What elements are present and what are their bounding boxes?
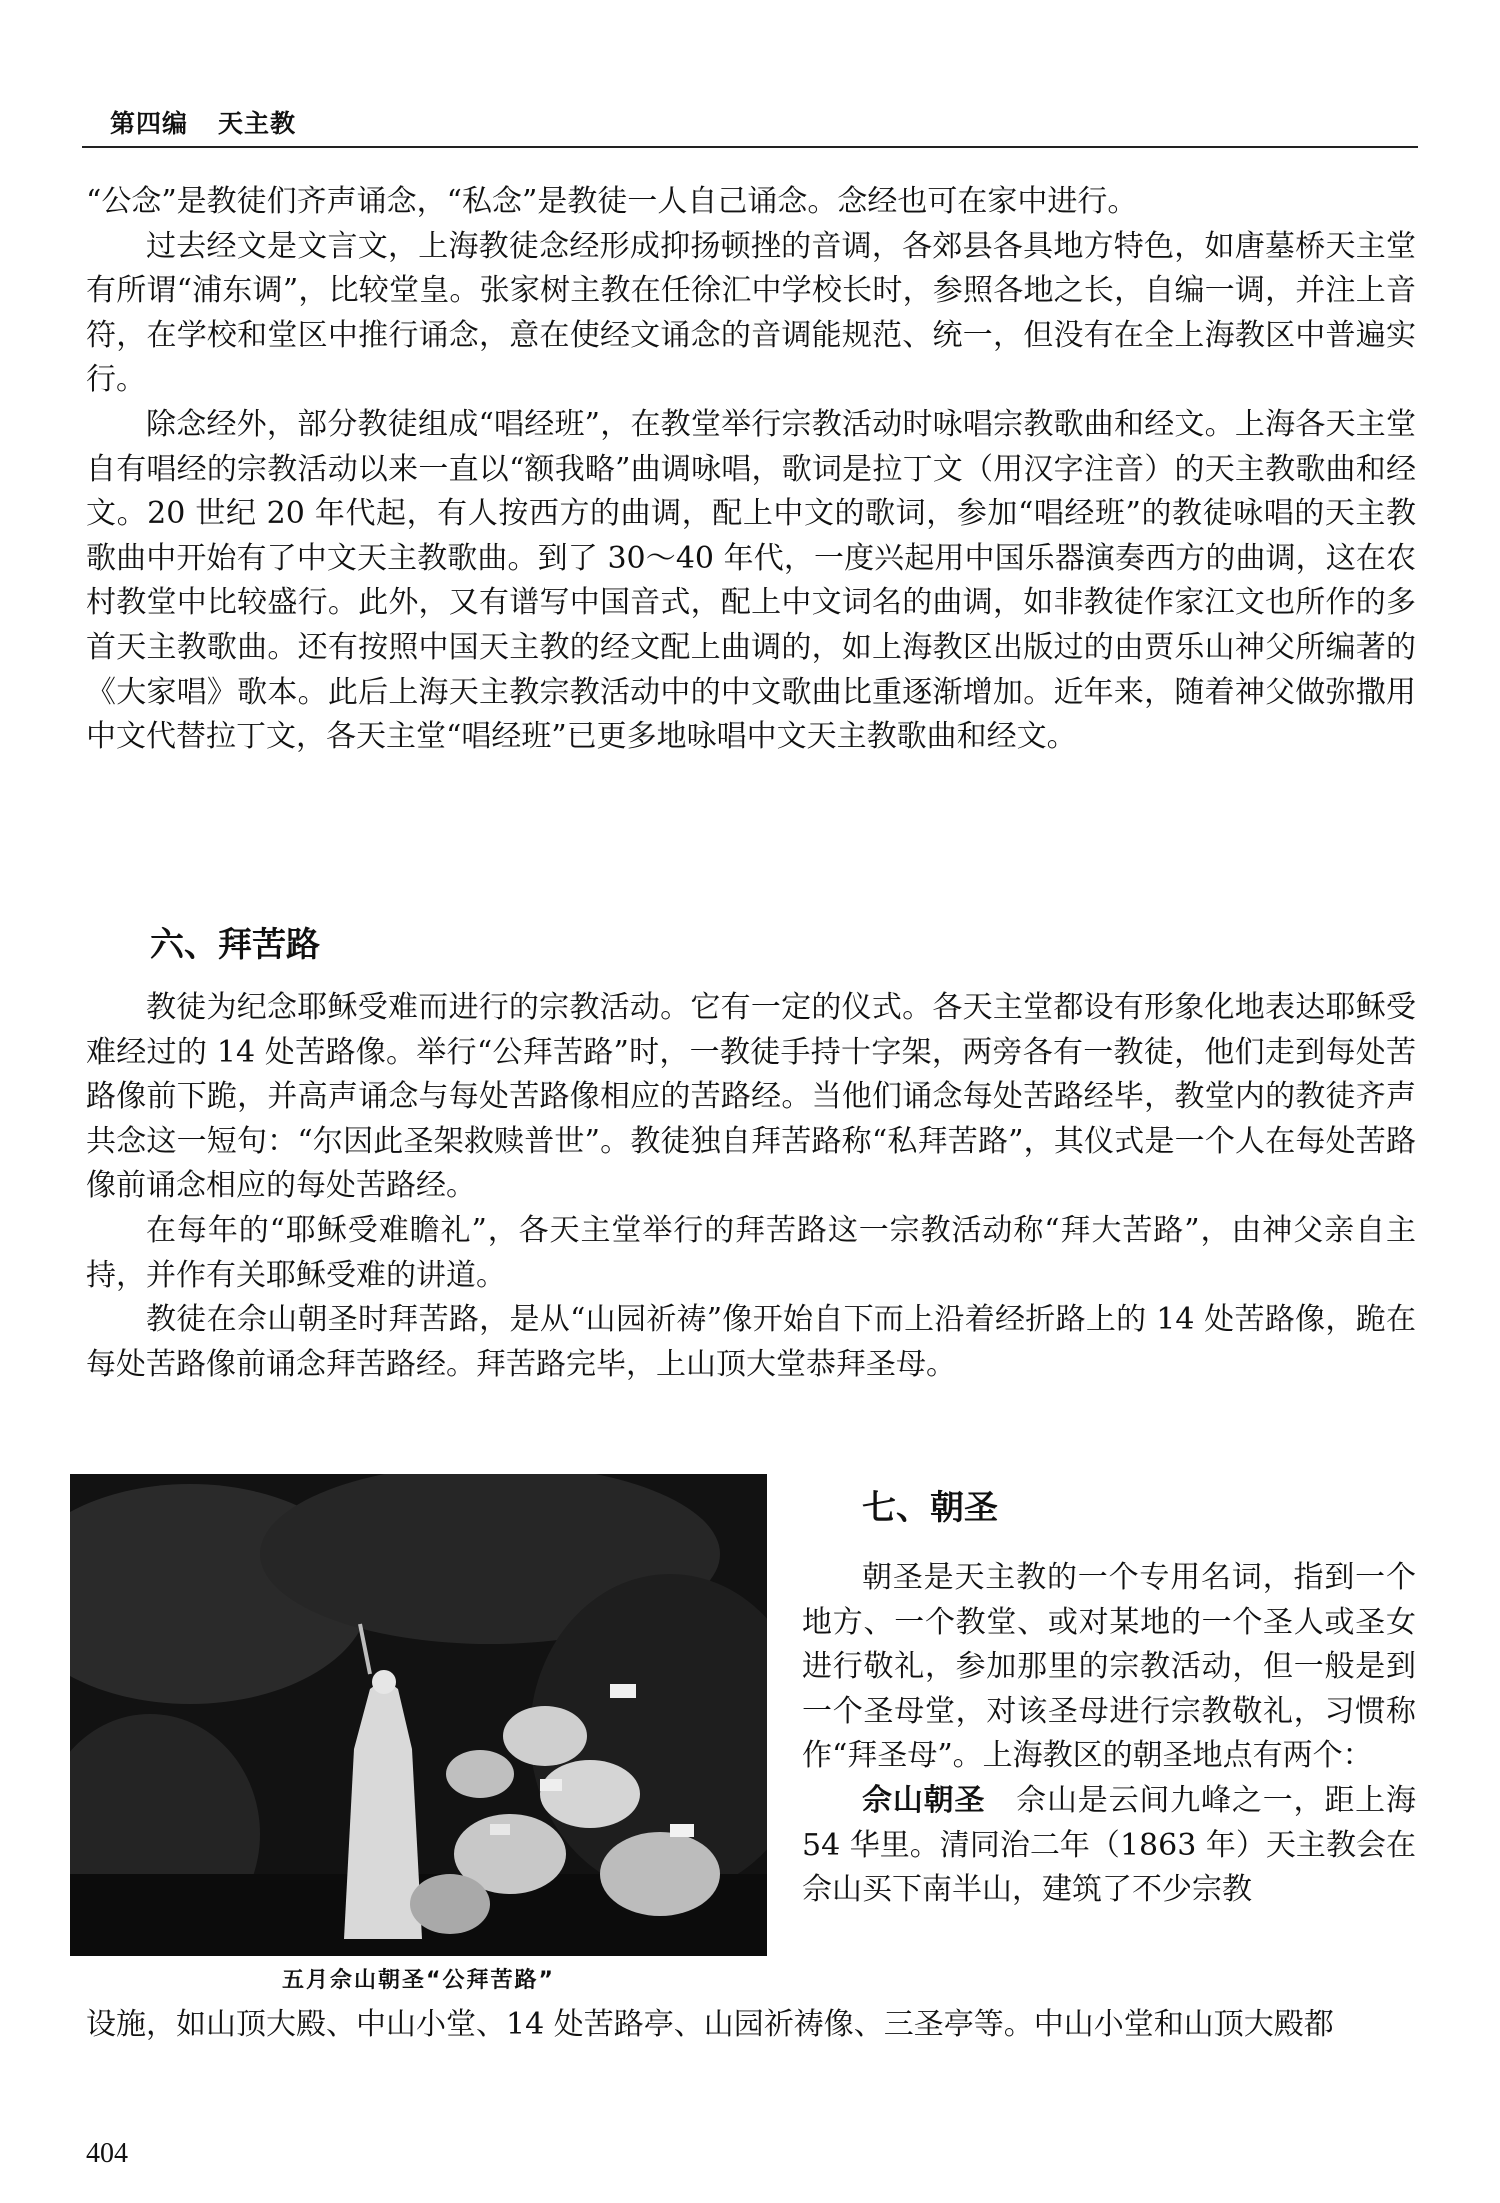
- photo-pilgrimage-stations: [70, 1474, 767, 1956]
- continuation-text-block: [86, 2003, 1416, 2048]
- header-title: 天主教: [218, 109, 297, 138]
- section-heading-6: 六、拜苦路: [150, 925, 320, 965]
- paragraph: 过去经文是文言文，上海教徒念经形成抑扬顿挫的音调，各郊县各具地方特色，如唐墓桥天主堂有所谓“浦东调”，比较堂皇。张家树主教在任徐汇中学校长时，参照各地之长，自编一调，并注上音符，在学校和堂区中推行诵念，意在使经文诵念的音调能规范、统一，但没有在全上海教区中普遍实行。: [86, 228, 1416, 398]
- section-heading-7: 七、朝圣: [862, 1488, 998, 1528]
- paragraph: 除念经外，部分教徒组成“唱经班”，在教堂举行宗教活动时咏唱宗教歌曲和经文。上海各天主堂自有唱经的宗教活动以来一直以“额我略”曲调咏唱，歌词是拉丁文（用汉字注音）的天主教歌曲和经文。20 世纪 20 年代起，有人按西方的曲调，配上中文的歌词，参加“唱经班”的教徒咏唱的天主教歌曲中开始有了中文天主教歌曲。到了 30～40 年代，一度兴起用中国乐器演奏西方的曲调，这在农村教堂中比较盛行。此外，又有谱写中国音式，配上中文词名的曲调，如非教徒作家江文也所作的多首天主教歌曲。还有按照中国天主教的经文配上曲调的，如上海教区出版过的由贾乐山神父所编著的《大家唱》歌本。此后上海天主教宗教活动中的中文歌曲比重逐渐增加。近年来，随着神父做弥撒用中文代替拉丁文，各天主堂“唱经班”已更多地咏唱中文天主教歌曲和经文。: [86, 406, 1416, 755]
- top-text-block: [86, 180, 1416, 760]
- paragraph: 在每年的“耶稣受难瞻礼”，各天主堂举行的拜苦路这一宗教活动称“拜大苦路”，由神父亲自主持，并作有关耶稣受难的讲道。: [86, 1212, 1416, 1293]
- running-header: [110, 104, 296, 140]
- paragraph: 设施，如山顶大殿、中山小堂、14 处苦路亭、山园祈祷像、三圣亭等。中山小堂和山顶大殿都: [86, 2007, 1334, 2042]
- paragraph: 教徒为纪念耶稣受难而进行的宗教活动。它有一定的仪式。各天主堂都设有形象化地表达耶稣受难经过的 14 处苦路像。举行“公拜苦路”时，一教徒手持十字架，两旁各有一教徒，他们走到每处苦路像前下跪，并高声诵念与每处苦路像相应的苦路经。当他们诵念每处苦路经毕，教堂内的教徒齐声共念这一短句：“尔因此圣架救赎普世”。教徒独自拜苦路称“私拜苦路”，其仪式是一个人在每处苦路像前诵念相应的每处苦路经。: [86, 990, 1416, 1204]
- section6-text-block: [86, 986, 1416, 1387]
- paragraph-text: 佘山是云间九峰之一，距上海 54 华里。清同治二年（1863 年）天主教会在佘山买下南半山，建筑了不少宗教: [802, 1782, 1417, 1908]
- header-part: 第四编: [110, 109, 189, 138]
- header-rule: [82, 146, 1418, 148]
- section7-text-block: [802, 1556, 1416, 1913]
- paragraph: “公念”是教徒们齐声诵念，“私念”是教徒一人自己诵念。念经也可在家中进行。: [86, 184, 1138, 219]
- paragraph: [802, 1779, 1416, 1913]
- paragraph: 朝圣是天主教的一个专用名词，指到一个地方、一个教堂、或对某地的一个圣人或圣女进行敬礼，参加那里的宗教活动，但一般是到一个圣母堂，对该圣母进行宗教敬礼，习惯称作“拜圣母”。上海教区的朝圣地点有两个：: [802, 1560, 1416, 1774]
- photo-image: [70, 1474, 767, 1956]
- page-number: 404: [86, 2138, 128, 2169]
- run-in-heading: 佘山朝圣: [862, 1782, 986, 1818]
- figure-caption: 五月佘山朝圣“公拜苦路”: [282, 1968, 555, 1993]
- paragraph: 教徒在佘山朝圣时拜苦路，是从“山园祈祷”像开始自下而上沿着经折路上的 14 处苦路像，跪在每处苦路像前诵念拜苦路经。拜苦路完毕，上山顶大堂恭拜圣母。: [86, 1302, 1416, 1382]
